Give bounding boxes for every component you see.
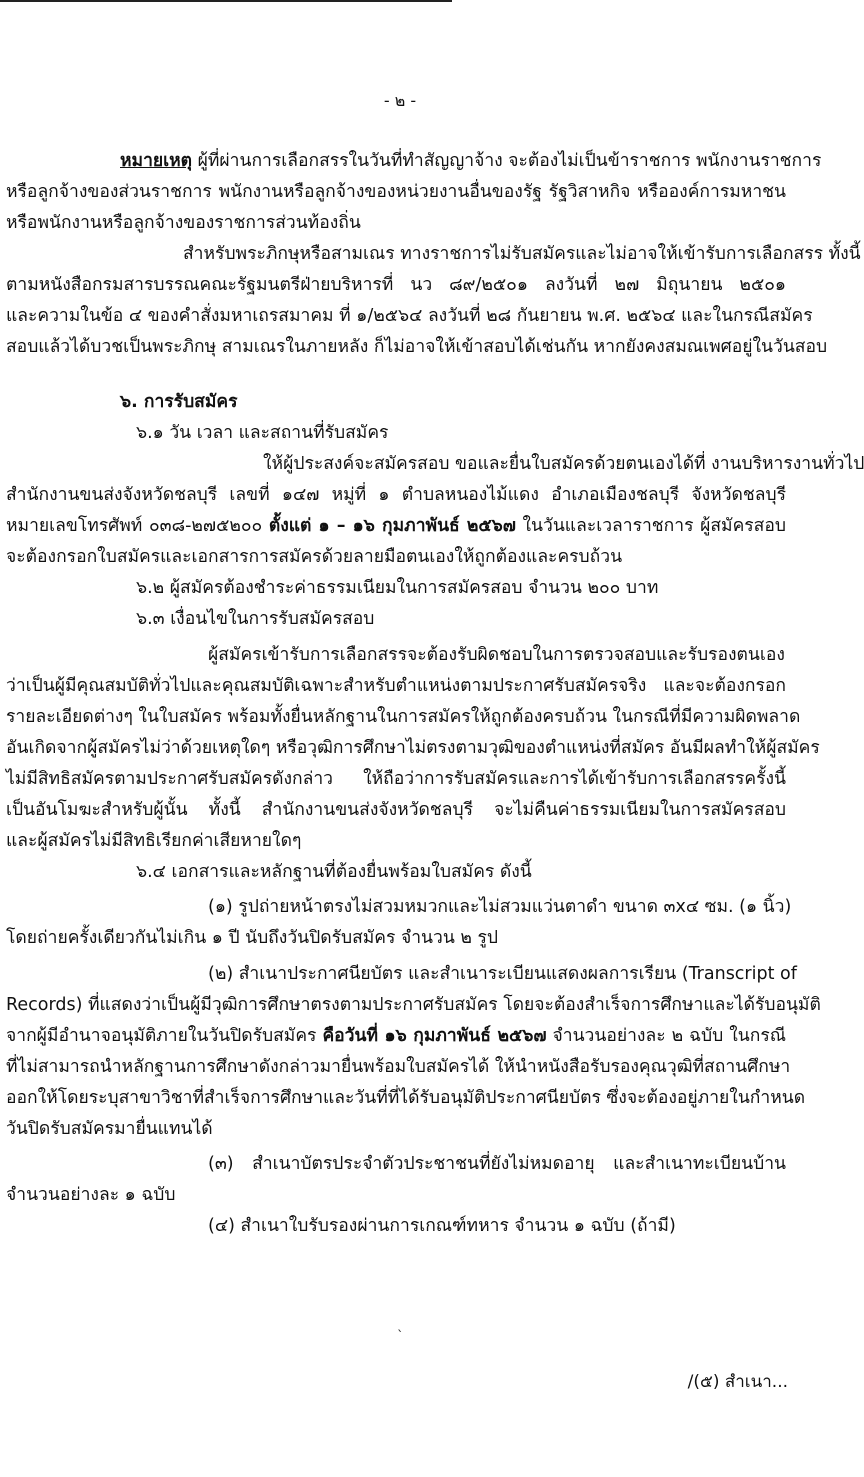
closing-date: คือวันที่ ๑๖ กุมภาพันธ์ ๒๕๖๗ [322, 1026, 547, 1046]
text-line: สำนักงานขนส่งจังหวัดชลบุรี เลขที่ ๑๔๗ หมู่ที่ ๑ ตำบลหนองไม้แดง อำเภอเมืองชลบุรี จังหวัดชลบุรี [6, 485, 786, 505]
text-line [6, 512, 786, 540]
text-line: ว่าเป็นผู้มีคุณสมบัติทั่วไปและคุณสมบัติเฉพาะสำหรับตำแหน่งตามประกาศรับสมัครจริง และจะต้องกรอก [6, 676, 786, 696]
text-line: รายละเอียดต่างๆ ในใบสมัคร พร้อมทั้งยื่นหลักฐานในการสมัครให้ถูกต้องครบถ้วน ในกรณีที่มีความผิดพลาด [6, 707, 801, 727]
copies-text: จำนวนอย่างละ ๒ ฉบับ ในกรณี [546, 1026, 786, 1046]
text-line: ออกให้โดยระบุสาขาวิชาที่สำเร็จการศึกษาและวันที่ที่ได้รับอนุมัติประกาศนียบัตร ซึ่งจะต้องอยู่ภายในกำหนด [6, 1088, 806, 1108]
text-line: สำหรับพระภิกษุหรือสามเณร ทางราชการไม่รับสมัครและไม่อาจให้เข้ารับการเลือกสรร ทั้งนี้ [183, 244, 861, 264]
text-line: หรือพนักงานหรือลูกจ้างของราชการส่วนท้องถิ่น [6, 213, 361, 233]
text-line: สอบแล้วได้บวชเป็นพระภิกษุ สามเณรในภายหลัง ก็ไม่อาจให้เข้าสอบได้เช่นกัน หากยังคงสมณเพศอยู่ในวันสอบ [6, 337, 828, 357]
phone-text: หมายเลขโทรศัพท์ ๐๓๘-๒๗๕๒๐๐ [6, 516, 269, 536]
text-line: Records) ที่แสดงว่าเป็นผู้มีวุฒิการศึกษาตรงตามประกาศรับสมัคร โดยจะต้องสำเร็จการศึกษาและได้รับอนุมัติ [6, 995, 821, 1015]
application-dates: ตั้งแต่ ๑ – ๑๖ กุมภาพันธ์ ๒๕๖๗ [268, 516, 516, 536]
text-line [6, 1022, 786, 1050]
text-line: อันเกิดจากผู้สมัครไม่ว่าด้วยเหตุใดๆ หรือวุฒิการศึกษาไม่ตรงตามวุฒิของตำแหน่งที่สมัคร อันมีผลทำให้ผู้สมัคร [6, 738, 820, 758]
text-line: หรือลูกจ้างของส่วนราชการ พนักงานหรือลูกจ้างของหน่วยงานอื่นของรัฐ รัฐวิสาหกิจ หรือองค์การมหาชน [6, 182, 786, 202]
text-line: และความในข้อ ๔ ของคำสั่งมหาเถรสมาคม ที่ ๑/๒๕๖๔ ลงวันที่ ๒๘ กันยายน พ.ศ. ๒๕๖๔ และในกรณีสมัคร [6, 306, 813, 326]
continuation-note: /(๕) สำเนา... [687, 1372, 788, 1392]
subsection-heading: ๖.๒ ผู้สมัครต้องชำระค่าธรรมเนียมในการสมัครสอบ จำนวน ๒๐๐ บาท [136, 578, 659, 598]
note-text: ผู้ที่ผ่านการเลือกสรรในวันที่ทำสัญญาจ้าง จะต้องไม่เป็นข้าราชการ พนักงานราชการ [192, 151, 822, 171]
text-line: (๑) รูปถ่ายหน้าตรงไม่สวมหมวกและไม่สวมแว่นตาดำ ขนาด ๓x๔ ซม. (๑ นิ้ว) [208, 897, 792, 917]
text-line: โดยถ่ายครั้งเดียวกันไม่เกิน ๑ ปี นับถึงวันปิดรับสมัคร จำนวน ๒ รูป [6, 928, 498, 948]
text-line: จะต้องกรอกใบสมัครและเอกสารการสมัครด้วยลายมือตนเองให้ถูกต้องและครบถ้วน [6, 547, 623, 567]
note-label: หมายเหตุ [120, 151, 193, 171]
subsection-heading: ๖.๔ เอกสารและหลักฐานที่ต้องยื่นพร้อมใบสมัคร ดังนี้ [136, 862, 532, 882]
page-number: - ๒ - [383, 91, 417, 110]
text-line: (๔) สำเนาใบรับรองผ่านการเกณฑ์ทหาร จำนวน ๑ ฉบับ (ถ้ามี) [208, 1216, 676, 1236]
text-line: (๓) สำเนาบัตรประจำตัวประชาชนที่ยังไม่หมดอายุ และสำเนาทะเบียนบ้าน [208, 1154, 786, 1174]
subsection-heading: ๖.๑ วัน เวลา และสถานที่รับสมัคร [136, 423, 389, 443]
office-hours-text: ในวันและเวลาราชการ ผู้สมัครสอบ [515, 516, 786, 536]
text-line: ที่ไม่สามารถนำหลักฐานการศึกษาดังกล่าวมายื่นพร้อมใบสมัครได้ ให้นำหนังสือรับรองคุณวุฒิที่สถานศึกษา [6, 1057, 791, 1077]
text-line: (๒) สำเนาประกาศนียบัตร และสำเนาระเบียนแสดงผลการเรียน (Transcript of [208, 964, 797, 984]
text-line: เป็นอันโมฆะสำหรับผู้นั้น ทั้งนี้ สำนักงานขนส่งจังหวัดชลบุรี จะไม่คืนค่าธรรมเนียมในการสมัครสอบ [6, 800, 786, 820]
text-line: และผู้สมัครไม่มีสิทธิเรียกค่าเสียหายใดๆ [6, 831, 302, 851]
text-line: ไม่มีสิทธิสมัครตามประกาศรับสมัครดังกล่าว ให้ถือว่าการรับสมัครและการได้เข้ารับการเลือกสรรครั้งนี้ [6, 769, 786, 789]
approval-text: จากผู้มีอำนาจอนุมัติภายในวันปิดรับสมัคร [6, 1026, 323, 1046]
text-line: วันปิดรับสมัครมายื่นแทนได้ [6, 1119, 213, 1139]
subsection-heading: ๖.๓ เงื่อนไขในการรับสมัครสอบ [136, 609, 375, 629]
text-line: จำนวนอย่างละ ๑ ฉบับ [6, 1185, 176, 1205]
stray-mark: ˎ [397, 1318, 404, 1333]
text-line: ตามหนังสือกรมสารบรรณคณะรัฐมนตรีฝ่ายบริหารที่ นว ๘๙/๒๕๐๑ ลงวันที่ ๒๗ มิถุนายน ๒๕๐๑ [6, 275, 786, 295]
text-line: ให้ผู้ประสงค์จะสมัครสอบ ขอและยื่นใบสมัครด้วยตนเองได้ที่ งานบริหารงานทั่วไป [263, 454, 864, 474]
note-line [120, 147, 822, 175]
top-rule [0, 0, 452, 2]
text-line: ผู้สมัครเข้ารับการเลือกสรรจะต้องรับผิดชอบในการตรวจสอบและรับรองตนเอง [208, 645, 785, 665]
section-heading: ๖. การรับสมัคร [120, 392, 238, 412]
